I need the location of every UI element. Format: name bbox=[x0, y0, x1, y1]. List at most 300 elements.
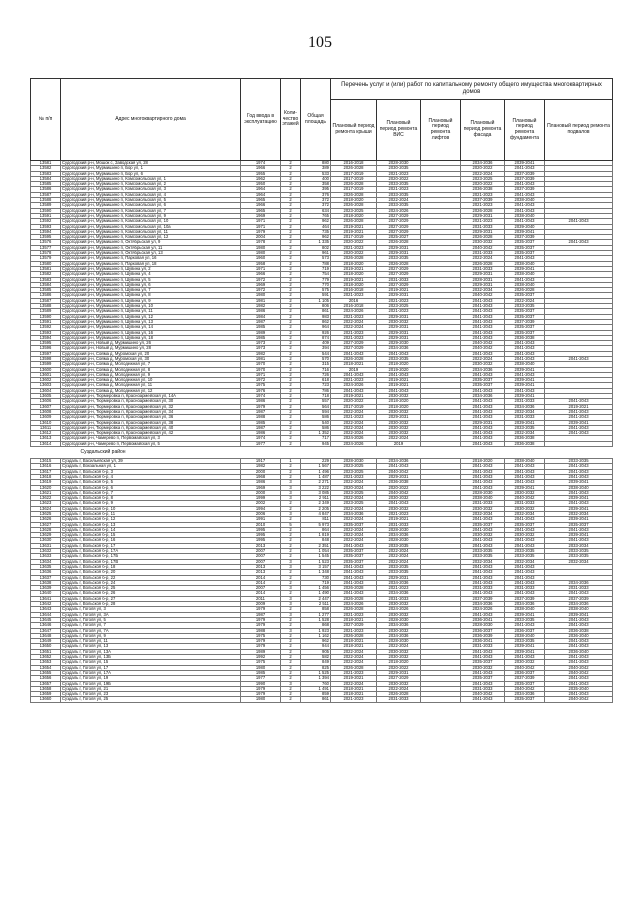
cell-num: 13587 bbox=[31, 298, 61, 303]
cell-floors: 2 bbox=[281, 208, 301, 213]
cell-num: 13621 bbox=[31, 490, 61, 495]
cell-num: 13579 bbox=[31, 256, 61, 261]
cell-engineering: 2021-2023 bbox=[377, 171, 421, 176]
cell-roof: 2023-2025 bbox=[331, 469, 377, 474]
cell-address: Суздаль г, Гоголя ул, 13А bbox=[61, 649, 241, 654]
cell-floors: 2 bbox=[281, 176, 301, 181]
cell-facade: 2029-2031 bbox=[461, 229, 505, 234]
cell-engineering: 2041-2043 bbox=[377, 351, 421, 356]
cell-roof: 2024-2026 bbox=[331, 436, 377, 441]
cell-year: 1917 bbox=[241, 459, 281, 464]
cell-roof: 2018-2021 bbox=[331, 639, 377, 644]
cell-area: 718 bbox=[301, 394, 331, 399]
cell-area: 1 545 bbox=[301, 554, 331, 559]
cell-basement: 2032-2034 bbox=[545, 559, 613, 564]
cell-floors: 2 bbox=[281, 293, 301, 298]
table-row bbox=[31, 459, 613, 464]
cell-floors: 2 bbox=[281, 697, 301, 702]
cell-floors: 2 bbox=[281, 394, 301, 399]
cell-roof: 2022-2024 bbox=[331, 496, 377, 501]
table-row bbox=[31, 319, 613, 324]
table-row bbox=[31, 182, 613, 187]
cell-area: 849 bbox=[301, 660, 331, 665]
cell-area: 1 487 bbox=[301, 474, 331, 479]
cell-area: 858 bbox=[301, 607, 331, 612]
cell-roof: 2018-2020 bbox=[331, 282, 377, 287]
cell-num: 13585 bbox=[31, 288, 61, 293]
cell-basement: 2040-2042 bbox=[545, 697, 613, 702]
cell-num: 13599 bbox=[31, 362, 61, 367]
cell-foundation: 2041-2043 bbox=[505, 469, 545, 474]
cell-area: 861 bbox=[301, 309, 331, 314]
cell-num: 13629 bbox=[31, 533, 61, 538]
cell-facade: 2041-2043 bbox=[461, 351, 505, 356]
cell-facade: 2021-2023 bbox=[461, 219, 505, 224]
cell-roof: 2021-2023 bbox=[331, 628, 377, 633]
cell-facade: 2041-2043 bbox=[461, 314, 505, 319]
cell-facade: 2033-2035 bbox=[461, 549, 505, 554]
cell-address: Судогодский р-н, Сойма д, Молодежная ул, 10 bbox=[61, 378, 241, 383]
cell-floors: 2 bbox=[281, 182, 301, 187]
cell-floors: 2 bbox=[281, 686, 301, 691]
cell-foundation: 2033-2035 bbox=[505, 304, 545, 309]
col-lifts: Плановый период ремонта лифтов bbox=[421, 100, 461, 161]
cell-basement: 2041-2043 bbox=[545, 240, 613, 245]
cell-roof: 2019-2021 bbox=[331, 277, 377, 282]
cell-area: 570 bbox=[301, 356, 331, 361]
cell-year: 1968 bbox=[241, 474, 281, 479]
cell-roof: 2024-2026 bbox=[331, 602, 377, 607]
cell-year: 2006 bbox=[241, 512, 281, 517]
col-foundation: Плановый период ремонта фундамента bbox=[505, 100, 545, 161]
cell-foundation: 2037-2039 bbox=[505, 187, 545, 192]
cell-basement: 2041-2043 bbox=[545, 538, 613, 543]
cell-area: 983 bbox=[301, 314, 331, 319]
cell-foundation: 2034-2036 bbox=[505, 404, 545, 409]
cell-engineering: 2031-2033 bbox=[377, 277, 421, 282]
cell-num: 13603 bbox=[31, 383, 61, 388]
cell-floors: 2 bbox=[281, 660, 301, 665]
cell-facade: 2041-2043 bbox=[461, 480, 505, 485]
cell-area: 540 bbox=[301, 420, 331, 425]
cell-num: 13592 bbox=[31, 219, 61, 224]
cell-roof: 2035-2037 bbox=[331, 559, 377, 564]
cell-engineering: 2019-2021 bbox=[377, 517, 421, 522]
cell-year: 1975 bbox=[241, 633, 281, 638]
cell-floors: 2 bbox=[281, 187, 301, 192]
cell-area: 716 bbox=[301, 367, 331, 372]
cell-roof: 2026-2028 bbox=[331, 607, 377, 612]
cell-foundation: 2041-2043 bbox=[505, 570, 545, 575]
cell-roof: 2026-2028 bbox=[331, 356, 377, 361]
table-row bbox=[31, 367, 613, 372]
cell-year: 1980 bbox=[241, 251, 281, 256]
cell-address: Суздаль г, Вольскоя б-р, 17А bbox=[61, 549, 241, 554]
cell-facade: 2030-2032 bbox=[461, 665, 505, 670]
table-row bbox=[31, 554, 613, 559]
cell-floors: 2 bbox=[281, 372, 301, 377]
cell-facade: 2041-2043 bbox=[461, 409, 505, 414]
cell-num: 13588 bbox=[31, 198, 61, 203]
cell-engineering: 2034-2036 bbox=[377, 346, 421, 351]
cell-floors: 2 bbox=[281, 501, 301, 506]
cell-floors: 2 bbox=[281, 245, 301, 250]
cell-facade: 2041-2043 bbox=[461, 404, 505, 409]
cell-facade: 2036-2037 bbox=[461, 628, 505, 633]
cell-address: Суздаль г, Вольскоя б-р, 24 bbox=[61, 580, 241, 585]
cell-address: Судогодский р-н, Сойма д, Муромская ул, 30 bbox=[61, 356, 241, 361]
cell-basement: 2034-2036 bbox=[545, 580, 613, 585]
cell-engineering: 2026-2028 bbox=[377, 692, 421, 697]
cell-roof: 2018-2020 bbox=[331, 272, 377, 277]
cell-foundation: 2036-2038 bbox=[505, 335, 545, 340]
cell-engineering: 2020-2022 bbox=[377, 485, 421, 490]
cell-basement: 2041-2043 bbox=[545, 464, 613, 469]
cell-roof: 2019-2021 bbox=[331, 676, 377, 681]
table-row bbox=[31, 404, 613, 409]
cell-floors: 3 bbox=[281, 512, 301, 517]
cell-roof: 2023-2025 bbox=[331, 490, 377, 495]
cell-year: 2004 bbox=[241, 235, 281, 240]
cell-num: 13611 bbox=[31, 425, 61, 430]
cell-engineering: 2031-2033 bbox=[377, 697, 421, 702]
cell-year: 2007 bbox=[241, 549, 281, 554]
cell-engineering: 2022-2024 bbox=[377, 644, 421, 649]
cell-address: Судогодский р-н, Мурмишино п, Шувина ул, 4 bbox=[61, 272, 241, 277]
cell-num: 13617 bbox=[31, 469, 61, 474]
cell-address: Суздаль г, Гоголя ул, 7 bbox=[61, 623, 241, 628]
cell-floors: 2 bbox=[281, 335, 301, 340]
cell-engineering: 2030-2032 bbox=[377, 681, 421, 686]
cell-num: 13582 bbox=[31, 166, 61, 171]
cell-facade: 2040-2042 bbox=[461, 341, 505, 346]
cell-engineering: 2029-2031 bbox=[377, 575, 421, 580]
cell-area: 3 157 bbox=[301, 564, 331, 569]
cell-address: Судогодский р-н, Мурмишино п, Комсомольская ул, 10а bbox=[61, 224, 241, 229]
cell-year: 2011 bbox=[241, 596, 281, 601]
cell-roof: 2041-2043 bbox=[331, 351, 377, 356]
cell-year: 1971 bbox=[241, 219, 281, 224]
cell-roof: 2022-2024 bbox=[331, 506, 377, 511]
cell-engineering: 2026-2028 bbox=[377, 240, 421, 245]
cell-floors: 2 bbox=[281, 251, 301, 256]
cell-num: 13638 bbox=[31, 580, 61, 585]
cell-floors: 3 bbox=[281, 490, 301, 495]
cell-engineering: 2027-2029 bbox=[377, 282, 421, 287]
cell-facade: 2018-2020 bbox=[461, 459, 505, 464]
cell-floors: 2 bbox=[281, 474, 301, 479]
cell-num: 13598 bbox=[31, 356, 61, 361]
cell-engineering: 2027-2029 bbox=[377, 219, 421, 224]
cell-area: 717 bbox=[301, 436, 331, 441]
table-row bbox=[31, 388, 613, 393]
cell-engineering: 2028-2030 bbox=[377, 639, 421, 644]
cell-area: 5 973 bbox=[301, 522, 331, 527]
cell-facade: 2041-2043 bbox=[461, 564, 505, 569]
cell-floors: 2 bbox=[281, 617, 301, 622]
cell-area: 1 105 bbox=[301, 298, 331, 303]
cell-num: 13581 bbox=[31, 266, 61, 271]
cell-year: 2013 bbox=[241, 570, 281, 575]
cell-facade: 2041-2043 bbox=[461, 649, 505, 654]
cell-area: 2 349 bbox=[301, 501, 331, 506]
cell-address: Суздаль г, Вольскоя б-р, 7 bbox=[61, 490, 241, 495]
cell-roof: 2017-2019 bbox=[331, 171, 377, 176]
cell-year: 1989 bbox=[241, 330, 281, 335]
cell-floors: 3 bbox=[281, 564, 301, 569]
cell-year: 1950 bbox=[241, 182, 281, 187]
cell-year: 1962 bbox=[241, 176, 281, 181]
cell-engineering: 2029-2031 bbox=[377, 325, 421, 330]
cell-floors: 2 bbox=[281, 362, 301, 367]
cell-year: 1966 bbox=[241, 272, 281, 277]
cell-floors: 2 bbox=[281, 319, 301, 324]
cell-area: 961 bbox=[301, 251, 331, 256]
cell-engineering: 2024-2026 bbox=[377, 208, 421, 213]
cell-floors: 2 bbox=[281, 655, 301, 660]
table-row bbox=[31, 341, 613, 346]
cell-area: 962 bbox=[301, 639, 331, 644]
cell-foundation: 2032-2034 bbox=[505, 512, 545, 517]
cell-year: 1989 bbox=[241, 649, 281, 654]
cell-floors: 2 bbox=[281, 198, 301, 203]
cell-facade: 2031-2033 bbox=[461, 251, 505, 256]
cell-basement: 2041-2043 bbox=[545, 431, 613, 436]
cell-foundation: 2030-2032 bbox=[505, 533, 545, 538]
cell-facade: 2032-2034 bbox=[461, 512, 505, 517]
cell-roof: 2026-2028 bbox=[331, 596, 377, 601]
cell-basement: 2041-2043 bbox=[545, 617, 613, 622]
table-row bbox=[31, 245, 613, 250]
cell-address: Суздаль г, Вольскоя б-р, 20 bbox=[61, 570, 241, 575]
cell-engineering: 2034-2036 bbox=[377, 459, 421, 464]
cell-year: 1995 bbox=[241, 533, 281, 538]
cell-basement: 2041-2043 bbox=[545, 527, 613, 532]
cell-roof: 2021-2023 bbox=[331, 697, 377, 702]
cell-num: 13581 bbox=[31, 161, 61, 166]
cell-address: Суздаль г, Гоголя ул, 25 bbox=[61, 697, 241, 702]
cell-foundation: 2038-2040 bbox=[505, 213, 545, 218]
table-row bbox=[31, 198, 613, 203]
cell-year: 1986 bbox=[241, 480, 281, 485]
cell-year: 1964 bbox=[241, 187, 281, 192]
cell-floors: 2 bbox=[281, 607, 301, 612]
cell-foundation: 2037-2039 bbox=[505, 171, 545, 176]
cell-roof: 2034-2036 bbox=[331, 512, 377, 517]
cell-foundation: 2041-2043 bbox=[505, 543, 545, 548]
cell-roof: 2026-2028 bbox=[331, 633, 377, 638]
cell-num: 13650 bbox=[31, 644, 61, 649]
cell-facade: 2026-2028 bbox=[461, 208, 505, 213]
section-title: Суздальский район bbox=[80, 449, 126, 456]
cell-engineering: 2031-2033 bbox=[377, 522, 421, 527]
cell-roof: 2035-2037 bbox=[331, 549, 377, 554]
cell-year: 1985 bbox=[241, 325, 281, 330]
cell-foundation: 2040-2042 bbox=[505, 665, 545, 670]
cell-engineering: 2021-2023 bbox=[377, 586, 421, 591]
cell-area: 2 911 bbox=[301, 496, 331, 501]
cell-address: Судогодский р-н, Тюрмеровка п, Красноармейская ул, 14А bbox=[61, 394, 241, 399]
cell-engineering: 2019-2021 bbox=[377, 378, 421, 383]
cell-area: 944 bbox=[301, 644, 331, 649]
cell-engineering: 2033-2035 bbox=[377, 356, 421, 361]
cell-facade: 2036-2041 bbox=[461, 639, 505, 644]
cell-year: 1972 bbox=[241, 288, 281, 293]
cell-facade: 2035-2037 bbox=[461, 522, 505, 527]
cell-area: 864 bbox=[301, 527, 331, 532]
cell-basement: 2041-2043 bbox=[545, 399, 613, 404]
cell-address: Судогодский р-н, Мурмишино п, Комсомольская ул, 6 bbox=[61, 203, 241, 208]
cell-address: Судогодский р-н, Мурмишино п, Комсомольская ул, 11 bbox=[61, 229, 241, 234]
cell-area: 591 bbox=[301, 293, 331, 298]
cell-engineering: 2033-2035 bbox=[377, 256, 421, 261]
cell-address: Судогодский р-н, Сойма д, Муромская ул, 20 bbox=[61, 351, 241, 356]
cell-area: 372 bbox=[301, 198, 331, 203]
cell-num: 13593 bbox=[31, 330, 61, 335]
cell-year: 1977 bbox=[241, 441, 281, 446]
cell-num: 13612 bbox=[31, 431, 61, 436]
cell-address: Судогодский р-н, Мурмишино п, Шувина ул, 12 bbox=[61, 314, 241, 319]
cell-floors: 2 bbox=[281, 415, 301, 420]
cell-roof: 2021-2023 bbox=[331, 415, 377, 420]
cell-facade: 2040-2042 bbox=[461, 245, 505, 250]
cell-year: 1980 bbox=[241, 665, 281, 670]
cell-facade: 2040-2042 bbox=[461, 692, 505, 697]
cell-floors: 2 bbox=[281, 330, 301, 335]
cell-num: 13588 bbox=[31, 304, 61, 309]
table-row bbox=[31, 235, 613, 240]
cell-engineering: 2027-2029 bbox=[377, 229, 421, 234]
cell-floors: 2 bbox=[281, 351, 301, 356]
cell-year: 1986 bbox=[241, 399, 281, 404]
table-row bbox=[31, 224, 613, 229]
cell-facade: 2041-2043 bbox=[461, 527, 505, 532]
table-row bbox=[31, 697, 613, 702]
cell-basement: 2041-2043 bbox=[545, 356, 613, 361]
cell-facade: 2035-2037 bbox=[461, 676, 505, 681]
cell-num: 13637 bbox=[31, 575, 61, 580]
table-row bbox=[31, 161, 613, 166]
cell-floors: 2 bbox=[281, 229, 301, 234]
cell-foundation: 2038-2040 bbox=[505, 362, 545, 367]
col-facade: Плановый период ремонта фасада bbox=[461, 100, 505, 161]
cell-address: Судогодский р-н, Мурмишино п, Бор ул, 6 bbox=[61, 171, 241, 176]
cell-year: 1970 bbox=[241, 362, 281, 367]
cell-roof: 2024-2026 bbox=[331, 309, 377, 314]
cell-roof: 2041-2043 bbox=[331, 570, 377, 575]
cell-foundation: 2035-2037 bbox=[505, 325, 545, 330]
cell-foundation: 2037-2039 bbox=[505, 319, 545, 324]
cell-area: 1 277 bbox=[301, 612, 331, 617]
cell-floors: 2 bbox=[281, 341, 301, 346]
cell-facade: 2024-2026 bbox=[461, 607, 505, 612]
cell-floors: 2 bbox=[281, 441, 301, 446]
cell-roof: 2026-2028 bbox=[331, 166, 377, 171]
cell-area: 861 bbox=[301, 697, 331, 702]
cell-basement: 2041-2043 bbox=[545, 623, 613, 628]
cell-floors: 2 bbox=[281, 517, 301, 522]
cell-basement: 2039-2041 bbox=[545, 506, 613, 511]
cell-address: Суздаль г, Гоголя ул, 11 bbox=[61, 639, 241, 644]
cell-foundation: 2041-2043 bbox=[505, 192, 545, 197]
table-row bbox=[31, 325, 613, 330]
cell-facade: 2034-2036 bbox=[461, 161, 505, 166]
cell-foundation: 2038-2040 bbox=[505, 198, 545, 203]
cell-foundation: 2039-2041 bbox=[505, 161, 545, 166]
cell-foundation: 2036-2038 bbox=[505, 436, 545, 441]
cell-num: 13616 bbox=[31, 464, 61, 469]
cell-floors: 2 bbox=[281, 665, 301, 670]
cell-floors: 2 bbox=[281, 219, 301, 224]
cell-roof: 2041-2043 bbox=[331, 591, 377, 596]
cell-year: 1960 bbox=[241, 256, 281, 261]
cell-engineering: 2028-2030 bbox=[377, 617, 421, 622]
cell-roof: 2016 bbox=[331, 298, 377, 303]
cell-floors: 2 bbox=[281, 676, 301, 681]
cell-facade: 2031-2033 bbox=[461, 686, 505, 691]
cell-num: 13618 bbox=[31, 474, 61, 479]
cell-year: 2014 bbox=[241, 580, 281, 585]
cell-foundation: 2041-2043 bbox=[505, 388, 545, 393]
cell-roof: 2022-2024 bbox=[331, 409, 377, 414]
table-row bbox=[31, 314, 613, 319]
cell-num: 13659 bbox=[31, 692, 61, 697]
cell-num: 13648 bbox=[31, 633, 61, 638]
table-row bbox=[31, 203, 613, 208]
cell-num: 13578 bbox=[31, 251, 61, 256]
cell-engineering: 2041-2043 bbox=[377, 464, 421, 469]
cell-address: Суздаль г, Гоголя ул, 7А bbox=[61, 628, 241, 633]
cell-engineering: 2024-2026 bbox=[377, 607, 421, 612]
cell-basement: 2041-2043 bbox=[545, 639, 613, 644]
cell-floors: 2 bbox=[281, 298, 301, 303]
cell-area: 806 bbox=[301, 304, 331, 309]
cell-roof: 2018-2021 bbox=[331, 362, 377, 367]
cell-facade: 2041-2043 bbox=[461, 570, 505, 575]
cell-facade: 2036-2038 bbox=[461, 187, 505, 192]
cell-roof: 2017-2019 bbox=[331, 176, 377, 181]
cell-foundation: 2041-2043 bbox=[505, 346, 545, 351]
cell-address: Суздаль г, Гоголя ул, 15 bbox=[61, 660, 241, 665]
cell-address: Судогодский р-н, Тюрмеровка п, Красноармейская ул, 30 bbox=[61, 399, 241, 404]
cell-address: Суздаль г, Вокзальная ул, 1 bbox=[61, 464, 241, 469]
cell-floors: 3 bbox=[281, 485, 301, 490]
table-row bbox=[31, 171, 613, 176]
cell-facade: 2041-2043 bbox=[461, 399, 505, 404]
cell-year: 1979 bbox=[241, 644, 281, 649]
cell-area: 825 bbox=[301, 665, 331, 670]
cell-address: Судогодский р-н, Сойма д, Молодежная ул, 7 bbox=[61, 362, 241, 367]
table-row bbox=[31, 415, 613, 420]
cell-year: 1982 bbox=[241, 351, 281, 356]
cell-area: 788 bbox=[301, 261, 331, 266]
cell-year: 1969 bbox=[241, 213, 281, 218]
cell-engineering: 2019 bbox=[377, 441, 421, 446]
cell-roof: 2026-2028 bbox=[331, 182, 377, 187]
cell-address: Судогодский р-н, Новый д, Мурмишино ул, 26 bbox=[61, 341, 241, 346]
cell-year: 1985 bbox=[241, 420, 281, 425]
cell-address: Судогодский р-н, Мурмишино п, Комсомольская ул, 1 bbox=[61, 176, 241, 181]
cell-facade: 2038-2040 bbox=[461, 496, 505, 501]
cell-area: 1 490 bbox=[301, 591, 331, 596]
cell-year: 1964 bbox=[241, 192, 281, 197]
table-row bbox=[31, 256, 613, 261]
cell-area: 962 bbox=[301, 219, 331, 224]
cell-address: Суздаль г, Вольскоя б-р, 3 bbox=[61, 469, 241, 474]
cell-roof: 2018-2020 bbox=[331, 198, 377, 203]
cell-address: Судогодский р-н, Мурмишино п, Шувина ул, 18 bbox=[61, 335, 241, 340]
table-body-sudogda bbox=[31, 161, 613, 447]
